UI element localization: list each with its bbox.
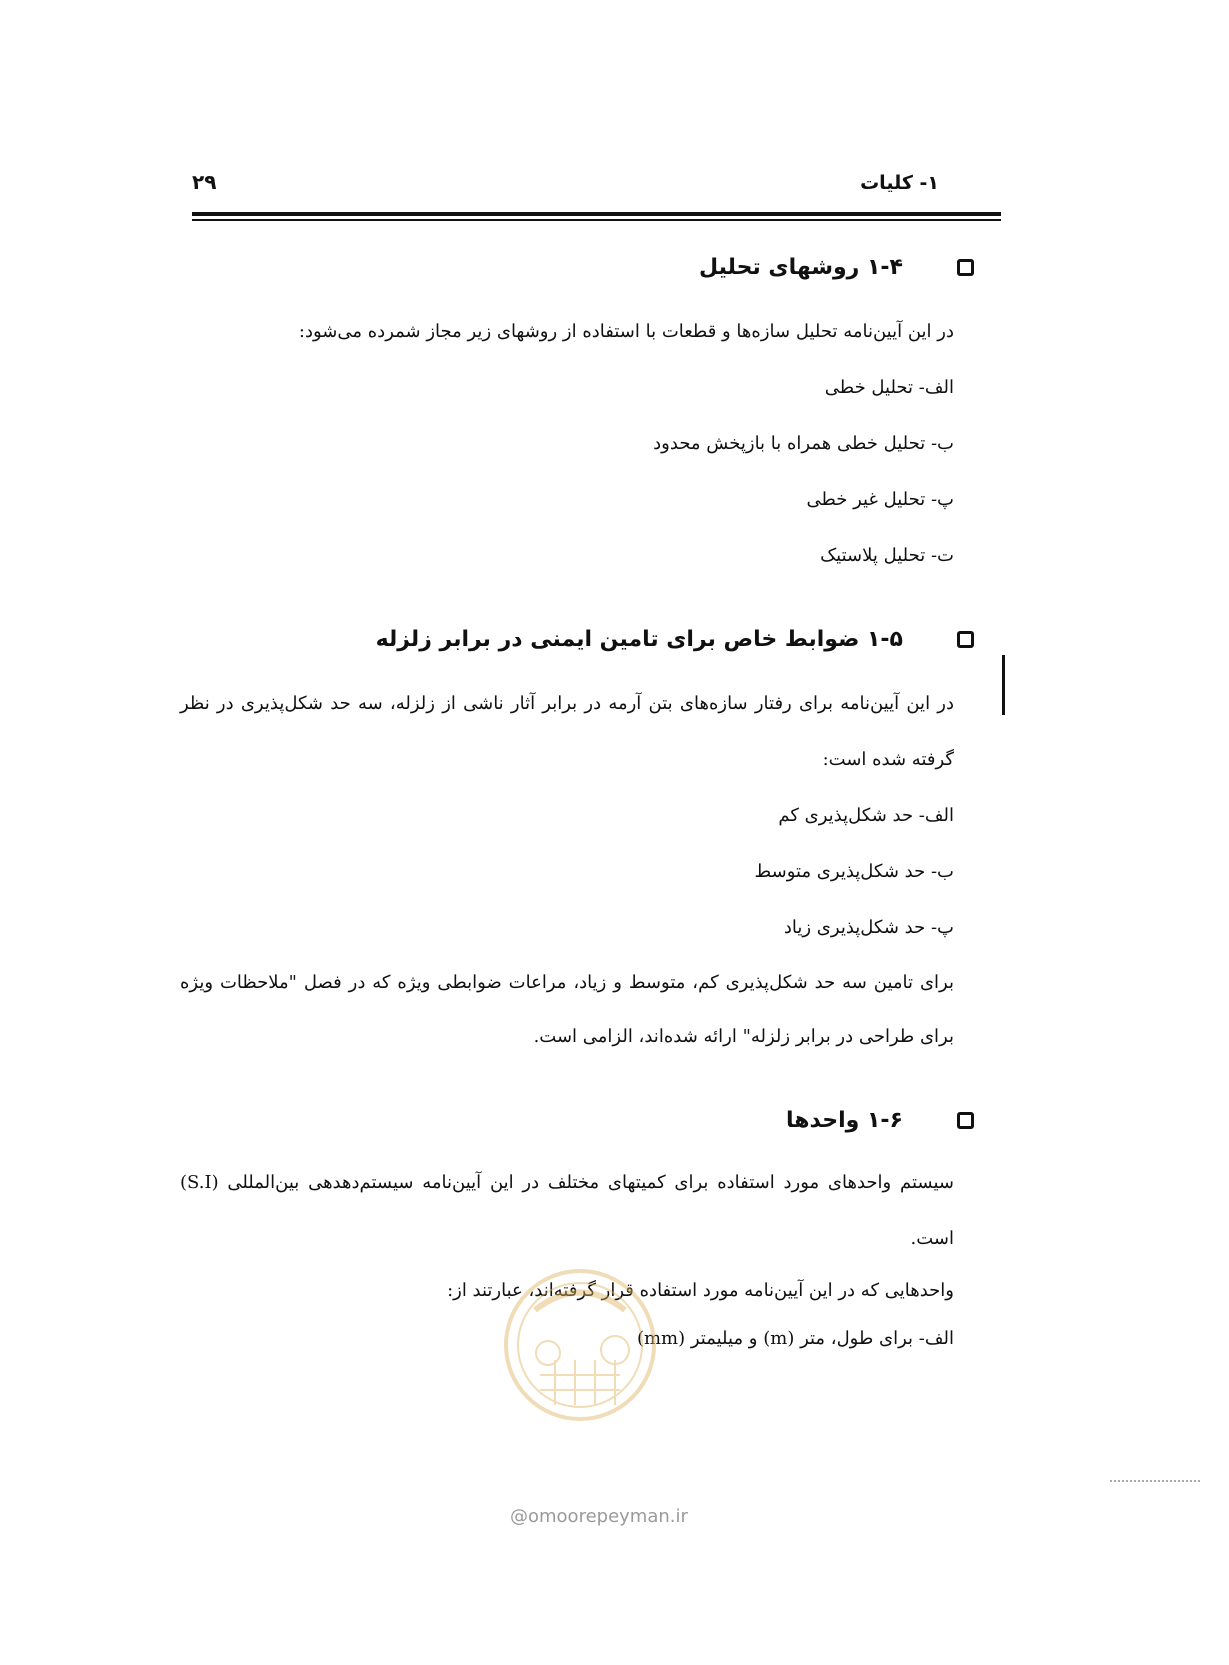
list-item: الف- تحلیل خطی [824, 377, 954, 398]
section-intro: سیستم واحدهای مورد استفاده برای کمیتهای مختلف در این آیین‌نامه سیستم‌دهدهی بین‌المللی (S.I) است. [180, 1172, 954, 1249]
running-head: ۱- کلیات [860, 172, 939, 194]
list-item: ت- تحلیل پلاستیک [820, 545, 954, 566]
section-intro-2: واحدهایی که در این آیین‌نامه مورد استفاده قرار گرفته‌اند، عبارتند از: [447, 1280, 954, 1301]
list-item: ب- حد شکل‌پذیری متوسط [754, 861, 954, 882]
checkbox-icon [957, 1112, 974, 1129]
header-rule-thin [192, 219, 1001, 221]
scan-artifact [1110, 1480, 1200, 1484]
section-heading-text: ۱-۵ ضوابط خاص برای تامین ایمنی در برابر زلزله [375, 627, 903, 652]
watermark-site: @omoorepeyman.ir [510, 1506, 688, 1527]
margin-bar [1002, 655, 1005, 715]
section-heading [180, 627, 954, 652]
section-intro: در این آیین‌نامه برای رفتار سازه‌های بتن آرمه در برابر آثار ناشی از زلزله، سه حد شکل‌پذیری در نظر گرفته شده است: [180, 693, 954, 770]
watermark-seal-icon [500, 1265, 660, 1425]
checkbox-icon [957, 631, 974, 648]
section-analysis-methods [180, 255, 954, 584]
section-heading [180, 1108, 954, 1133]
section-heading-text: ۱-۴ روشهای تحلیل [699, 255, 903, 280]
page-number: ۲۹ [192, 170, 217, 194]
section-intro: در این آیین‌نامه تحلیل سازه‌ها و قطعات با استفاده از روشهای زیر مجاز شمرده می‌شود: [298, 321, 954, 342]
list-item: پ- حد شکل‌پذیری زیاد [783, 917, 954, 938]
list-item: الف- برای طول، متر (m) و میلیمتر (mm) [636, 1328, 954, 1349]
header-rule-thick [192, 212, 1001, 216]
section-heading [180, 255, 954, 280]
list-item: پ- تحلیل غیر خطی [806, 489, 954, 510]
list-item: الف- حد شکل‌پذیری کم [778, 805, 954, 826]
checkbox-icon [957, 259, 974, 276]
section-heading-text: ۱-۶ واحدها [786, 1108, 903, 1133]
section-outro: برای تامین سه حد شکل‌پذیری کم، متوسط و زیاد، مراعات ضوابطی ویژه که در فصل "ملاحظات ویژه برای طراحی در برابر زلزله" ارائه شده‌اند، الزامی است. [180, 972, 954, 1047]
list-item: ب- تحلیل خطی همراه با بازپخش محدود [653, 433, 954, 454]
section-seismic-provisions [180, 627, 954, 1064]
